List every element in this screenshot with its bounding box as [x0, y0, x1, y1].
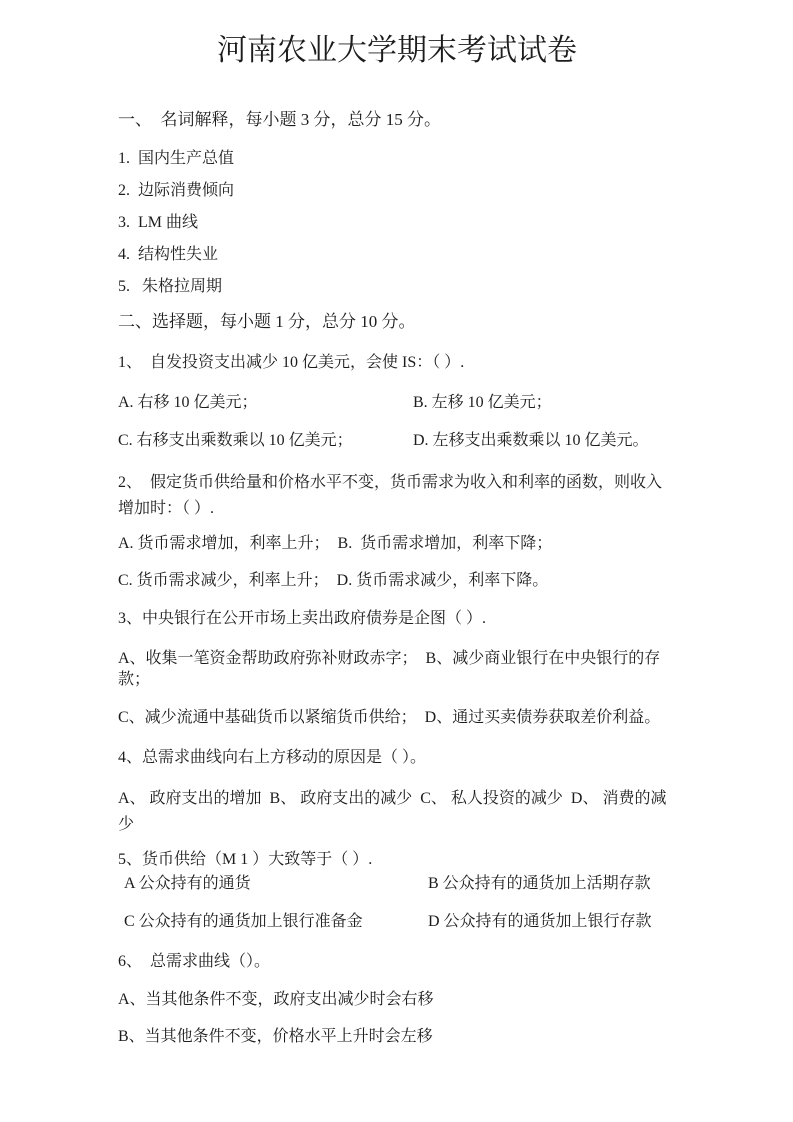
- term-item-5: 5. 朱格拉周期: [118, 278, 223, 295]
- question-1-option-d: D. 左移支出乘数乘以 10 亿美元。: [413, 432, 649, 449]
- question-5-option-a: A 公众持有的通货: [124, 875, 251, 892]
- question-4-options: A、 政府支出的增加 B、 政府支出的减少 C、 私人投资的减少 D、 消费的减少: [118, 790, 667, 833]
- question-5-option-d: D 公众持有的通货加上银行存款: [428, 913, 652, 930]
- section1-heading: 一、 名词解释，每小题 3 分，总分 15 分。: [118, 110, 441, 129]
- section2-heading: 二、选择题，每小题 1 分，总分 10 分。: [118, 312, 416, 331]
- question-6-option-a: A、当其他条件不变，政府支出减少时会右移: [118, 991, 434, 1008]
- question-5-options-row-ab: [118, 873, 676, 894]
- question-5-option-c: C 公众持有的通货加上银行准备金: [124, 913, 363, 930]
- question-2-options-ab: A. 货币需求增加，利率上升； B. 货币需求增加，利率下降；: [118, 535, 553, 552]
- question-3-options-ab: A、收集一笔资金帮助政府弥补财政赤字； B、减少商业银行在中央银行的存款；: [118, 650, 661, 688]
- question-1-options-row-cd: [118, 430, 676, 451]
- question-5-stem: 5、货币供给（M 1 ）大致等于（ ）.: [118, 851, 373, 868]
- question-3-stem: 3、中央银行在公开市场上卖出政府债券是企图（ ）.: [118, 610, 487, 627]
- term-item-2: 2. 边际消费倾向: [118, 182, 235, 199]
- question-3-options-cd: C、减少流通中基础货币以紧缩货币供给； D、通过买卖债券获取差价利益。: [118, 709, 661, 726]
- term-item-4: 4. 结构性失业: [118, 246, 219, 263]
- question-2-options-cd: C. 货币需求减少，利率上升； D. 货币需求减少，利率下降。: [118, 572, 549, 589]
- exam-title: 河南农业大学期末考试试卷: [217, 34, 577, 67]
- question-5-option-b: B 公众持有的通货加上活期存款: [428, 875, 651, 892]
- term-item-3: 3. LM 曲线: [118, 214, 199, 231]
- question-2-stem: 2、 假定货币供给量和价格水平不变，货币需求为收入和利率的函数，则收入增加时：（ ）.: [118, 474, 663, 517]
- question-5-options-row-cd: [118, 911, 676, 932]
- term-item-1: 1. 国内生产总值: [118, 150, 235, 167]
- question-1-option-a: A. 右移 10 亿美元；: [118, 394, 258, 411]
- question-6-stem: 6、 总需求曲线（）。: [118, 953, 271, 970]
- question-1-option-c: C. 右移支出乘数乘以 10 亿美元；: [118, 432, 353, 449]
- question-1-stem: 1、 自发投资支出减少 10 亿美元，会使 IS：（ ）.: [118, 354, 465, 371]
- question-4-stem: 4、总需求曲线向右上方移动的原因是（ ）。: [118, 749, 427, 766]
- question-6-option-b: B、当其他条件不变，价格水平上升时会左移: [118, 1028, 433, 1045]
- question-1-options-row-ab: [118, 392, 676, 413]
- question-1-option-b: B. 左移 10 亿美元；: [413, 394, 552, 411]
